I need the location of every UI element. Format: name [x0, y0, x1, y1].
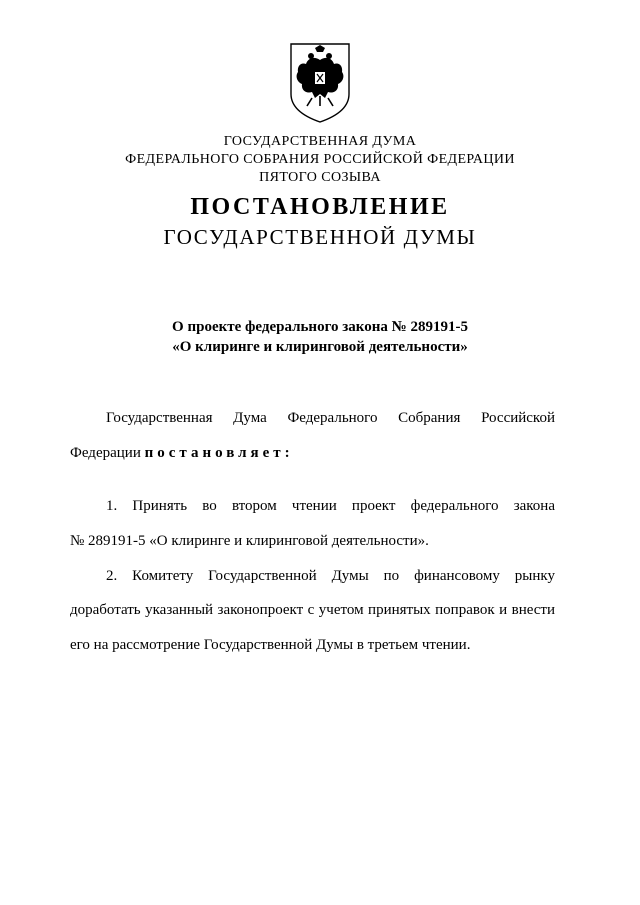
- item-2-line-1: 2. Комитету Государственной Думы по финансовому рынку: [106, 568, 555, 584]
- document-subtitle: ГОСУДАРСТВЕННОЙ ДУМЫ: [163, 225, 477, 249]
- header-line-assembly: ФЕДЕРАЛЬНОГО СОБРАНИЯ РОССИЙСКОЙ ФЕДЕРАЦИИ: [125, 152, 515, 167]
- preamble-line-2: [70, 445, 555, 462]
- header-line-duma: ГОСУДАРСТВЕННАЯ ДУМА: [223, 134, 417, 149]
- item-1-line-2: № 289191-5 «О клиринге и клиринговой деятельности».: [70, 533, 429, 549]
- subject-line-2: «О клиринге и клиринговой деятельности»: [172, 339, 468, 355]
- preamble-line-2-start: Федерации: [70, 445, 141, 461]
- preamble-line-1: Государственная Дума Федерального Собрания Российской: [106, 410, 555, 426]
- document-title: ПОСТАНОВЛЕНИЕ: [190, 194, 450, 220]
- header-line-convocation: ПЯТОГО СОЗЫВА: [259, 170, 381, 185]
- subject-line-1: О проекте федерального закона № 289191-5: [172, 319, 468, 335]
- coat-of-arms-emblem: [287, 42, 353, 124]
- preamble-resolves: постановляет:: [144, 445, 294, 461]
- double-headed-eagle-icon: [287, 42, 353, 124]
- item-1-line-1: 1. Принять во втором чтении проект федерального закона: [106, 498, 555, 514]
- item-2-line-2: доработать указанный законопроект с учетом принятых поправок и внести: [70, 602, 555, 618]
- item-2-line-3: его на рассмотрение Государственной Думы в третьем чтении.: [70, 637, 471, 653]
